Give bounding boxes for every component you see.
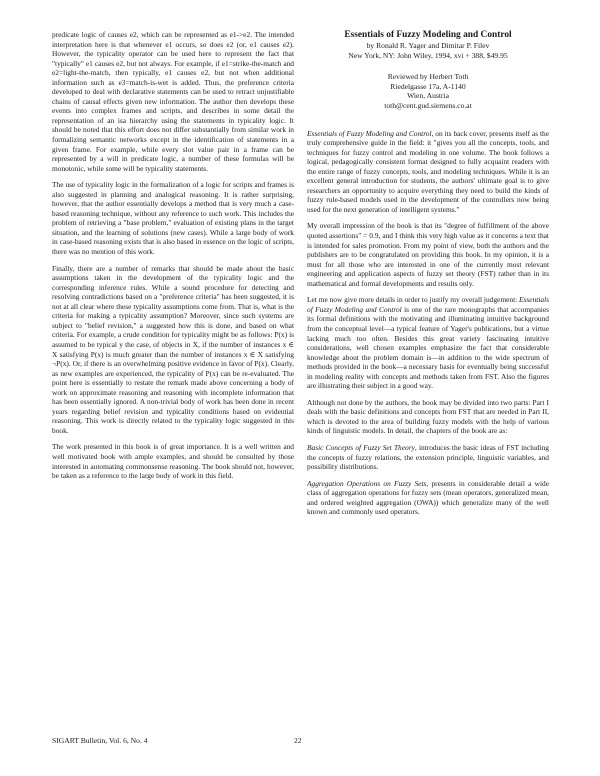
chapter-1-paragraph	[307, 443, 549, 472]
book-publisher: New York, NY: John Wiley, 1994, xvi + 388, $49.95	[348, 50, 508, 60]
reviewer-city: Wien, Austria	[407, 91, 449, 101]
chapter-1-title: Basic Concepts of Fuzzy Set Theory	[307, 442, 415, 452]
left-paragraph-1: predicate logic of causes e2, which can be represented as e1->e2. The intended interpretation here is that whenever e1 occurs, so does e2 (or, e1 causes e2). However, the typicality operator can be used here to represent the fact that "typically" e1 causes e2, but not always. For example, if e1=strike-the-match and e2=light-the-match, then typically, e1 causes e2, but not when additional information such as e3=match-is-wet is added. Thus, the preference criteria developed to deal with declarative statements can be used to retract unjustifiable chains of causal effects given new information. The author then develops these events into complex frames and scripts, and describes in some detail the representation of an isa hierarchy using the statements in typicality logic. It should be noted that this effort does not differ substantially from similar work in formalizing semantic networks except in the identification of statements in a given frame. For example, while every slot value pair in a frame can be represented by a will in predicate logic, a number of these formulas will be monotonic, while some will be typicality statements.	[52, 30, 294, 173]
page-number: 22	[294, 736, 302, 745]
left-column	[52, 30, 294, 488]
spacer	[307, 60, 549, 72]
left-paragraph-3: Finally, there are a number of remarks that should be made about the basic assumptions taken in the development of the typicality logic and the corresponding inference rules. While a sound procedure for detecting and resolving contradictions based on a "preference criteria" has been suggested, it is not at all clear where these typicality assumptions come from. That is, what is the criteria for making a typicality assumption? Moreover, since such systems are subject to "belief revision," a suggested how this is done, and based on what criteria. For example, a crude condition for typicality might be as follows: P(x) is assumed to be typical y the case, of objects in X, if the number of instances x ∈ X satisfying P(x) is much greater than the number of instances x ∈ X satisfying ¬P(x). Or, if there is an overwhelming positive evidence in favor of P(x). Clearly, as new examples are experienced, the typicality of P(x) can be re-evaluated. The point here is essentially to restate the remark made above concerning a body of work on approximate reasoning and reasoning with incomplete information that has been essentially ignored. A non-trivial body of work has been done in recent years regarding belief revision and typicality conditions based on evidential reasoning. This work is directly related to the typicality logic suggested in this book.	[52, 263, 294, 435]
review-title: Essentials of Fuzzy Modeling and Control	[344, 30, 512, 40]
reviewer-email: toth@cent.gud.siemens.co.at	[384, 100, 472, 110]
left-paragraph-2: The use of typicality logic in the formalization of a logic for scripts and frames is also suggested in planning and analogical reasoning. It is rather surprising, however, that the author essentially develops a method that is very much a case-based reasoning technique, without any reference to such work. This includes the problem of retrieving a "base problem," evaluation of existing plans in the target situation, and the learning of solutions (new cases). While a large body of work in case-based reasoning exists that is also based in essence on the logic of scripts, there was no mention of this work.	[52, 180, 294, 257]
book-authors: by Ronald R. Yager and Dimitar P. Filev	[366, 41, 490, 50]
details-before: Let me now give more details in order to justify my overall judgement:	[307, 295, 520, 305]
details-book-title: Essentials of Fuzzy Modeling and Control	[307, 295, 550, 314]
left-paragraph-4: The work presented in this book is of great importance. It is a well written and well motivated book with ample examples, and should be consulted by those interested in automating commonsense reasoning. The book should not, however, be taken as a reference to the large body of work in this field.	[52, 442, 294, 481]
intro-paragraph	[307, 129, 549, 215]
footer-journal: SIGART Bulletin, Vol. 6, No. 4	[52, 736, 148, 745]
details-paragraph	[307, 295, 549, 390]
intro-text: , on its back cover, presents itself as the truly comprehensive guide in the field: it "gives you all the concepts, tools, and techniques for fuzzy control and modeling in one volume. The book follows a logical, pedagogically consistent format designed to fully acquaint readers with the entire range of fuzzy concepts, tools, and modeling techniques. While it is an excellent general introduction for students, the authors' ultimate goal is to give researchers an opportunity to acquire everything they need to build the kinds of fuzzy rule-based models used in the development of the controllers now being used for the next generation of intelligent systems."	[307, 128, 549, 214]
reviewer-street: Riedelgasse 17a, A-1140	[390, 81, 466, 91]
reviewer-name: Reviewed by Herbert Toth	[387, 72, 469, 82]
book-title-italic: Essentials of Fuzzy Modeling and Control	[307, 128, 432, 138]
parts-paragraph: Although not done by the authors, the book may be divided into two parts: Part I deals with the basic definitions and concepts from FST that are needed in Part II, which is devoted to the area of building fuzzy models with the help of various kinds of linguistic models. In detail, the chapters of the book are as:	[307, 397, 549, 436]
chapter-2-title: Aggregation Operations on Fuzzy Sets	[307, 478, 427, 488]
spacer	[307, 111, 549, 129]
chapter-1-text: , introduces the basic ideas of FST including the concepts of fuzzy relations, the extension principle, linguistic variables, and possibility distributions.	[307, 442, 549, 472]
overall-impression-paragraph: My overall impression of the book is that its "degree of fulfillment of the above quoted assertions" = 0.9, and I think this very high value as it concerns a text that is intended for sales promotion. From my point of view, both the authors and the publishers are to be congratulated on providing this book. In my opinion, it is a must for all those who are interested in one of the currently most relevant engineering and application aspects of fuzzy set theory (FST) rather than in its mathematical and formal developments and results only.	[307, 221, 549, 288]
chapter-2-paragraph	[307, 479, 549, 517]
right-column	[307, 30, 549, 524]
chapter-2-text: , presents in considerable detail a wide class of aggregation operations for fuzzy sets (mean operators, generalized mean, and ordered weighted aggregation (OWA)) which generalize many of the well known and commonly used operators.	[307, 478, 549, 517]
details-after: is one of the rare monographs that accompanies its formal definitions with the motivating and illuminating intuitive background from the conceptual level—a typical feature of Yager's publications, but a virtue lacking much too often. Besides this great variety fascinating intuitive considerations, well chosen examples emphasize the fact that considerable knowledge about the problem domain is—in addition to the wide spectrum of methods provided in the book—a necessary basis for eventually being successful in modeling reality with concepts and methods taken from FST. Also the figures are illustrating their subject in a good way.	[307, 304, 549, 391]
